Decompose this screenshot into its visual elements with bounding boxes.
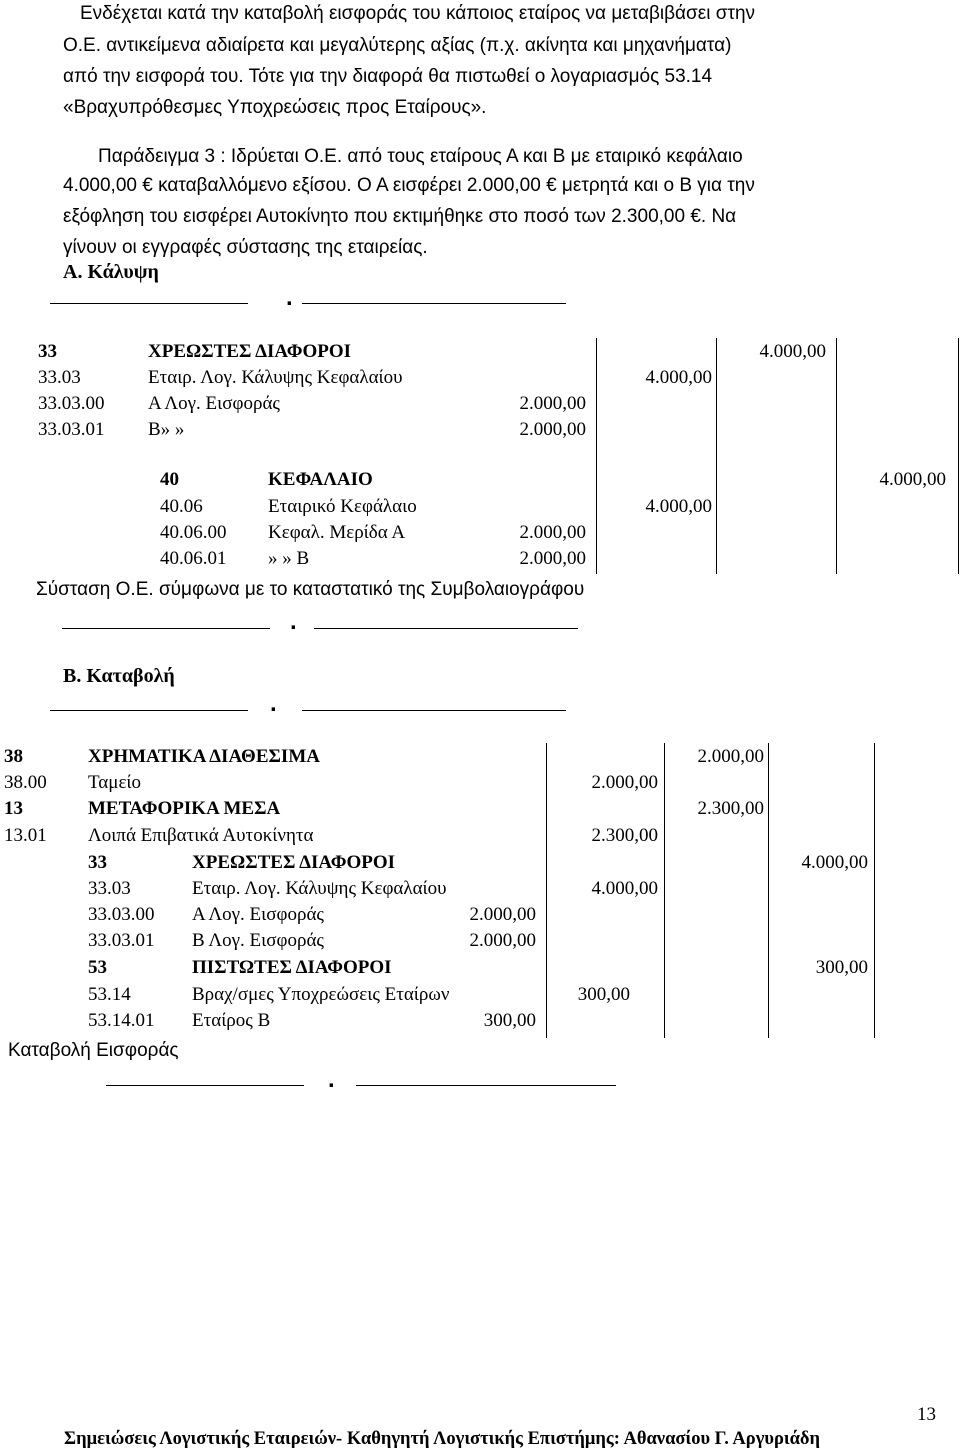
column-divider <box>716 338 717 574</box>
amount: 2.000,00 <box>469 904 536 925</box>
account-code: 33.03.01 <box>88 930 155 951</box>
amount: 2.300,00 <box>591 825 658 846</box>
account-code: 53.14 <box>88 984 131 1005</box>
account-name: Α Λογ. Εισφοράς <box>192 904 324 925</box>
account-name: Ταμείο <box>88 772 142 793</box>
amount: 2.000,00 <box>591 772 658 793</box>
account-code: 38.00 <box>4 772 47 793</box>
account-code: 40 <box>160 469 179 490</box>
account-code: 53.14.01 <box>88 1010 155 1031</box>
journal-rule-left <box>106 1085 304 1086</box>
intro-line: από την εισφορά του. Τότε για την διαφορά θα πιστωθεί ο λογαριασμός 53.14 <box>63 66 713 87</box>
column-divider <box>768 743 769 1038</box>
account-code: 13.01 <box>4 825 47 846</box>
amount: 4.000,00 <box>645 496 712 517</box>
account-name: ΚΕΦΑΛΑΙΟ <box>268 469 373 490</box>
example-line: εξόφληση του εισφέρει Αυτοκίνητο που εκτιμήθηκε στο ποσό των 2.300,00 €. Να <box>63 206 737 227</box>
column-divider <box>874 743 875 1038</box>
credit-amount: 4.000,00 <box>879 469 946 490</box>
amount: 2.000,00 <box>519 522 586 543</box>
intro-line: Ο.Ε. αντικείμενα αδιαίρετα και μεγαλύτερης αξίας (π.χ. ακίνητα και μηχανήματα) <box>63 35 732 56</box>
amount: 2.000,00 <box>469 930 536 951</box>
account-code: 38 <box>4 746 23 767</box>
column-divider <box>836 338 837 574</box>
account-code: 13 <box>4 798 23 819</box>
amount: 300,00 <box>483 1010 536 1031</box>
journal-separator: . <box>270 690 277 717</box>
amount: 2.000,00 <box>519 548 586 569</box>
journal-separator: . <box>328 1066 335 1093</box>
journal-separator: . <box>290 608 297 635</box>
account-name: Λοιπά Επιβατικά Αυτοκίνητα <box>88 825 314 846</box>
account-name: Κεφαλ. Μερίδα Α <box>268 522 406 543</box>
journal-rule-right <box>302 710 566 711</box>
account-name: ΧΡΕΩΣΤΕΣ ΔΙΑΦΟΡΟΙ <box>148 341 352 362</box>
amount: 4.000,00 <box>645 367 712 388</box>
account-code: 33.03.01 <box>38 419 105 440</box>
account-name: » » Β <box>268 548 310 569</box>
amount: 2.000,00 <box>519 419 586 440</box>
account-code: 33.03 <box>38 367 81 388</box>
intro-line: «Βραχυπρόθεσμες Υποχρεώσεις προς Εταίρους». <box>63 97 487 118</box>
journal-rule-left <box>50 710 248 711</box>
column-divider <box>958 338 959 574</box>
column-divider <box>546 743 547 1038</box>
credit-amount: 300,00 <box>815 957 868 978</box>
debit-amount: 4.000,00 <box>759 341 826 362</box>
account-name: Β» » <box>148 419 185 440</box>
account-name: ΜΕΤΑΦΟΡΙΚΑ ΜΕΣΑ <box>88 798 281 819</box>
account-code: 33 <box>88 852 107 873</box>
example-line: Παράδειγμα 3 : Ιδρύεται Ο.Ε. από τους εταίρους Α και Β με εταιρικό κεφάλαιο <box>98 146 743 167</box>
account-name: ΧΡΕΩΣΤΕΣ ΔΙΑΦΟΡΟΙ <box>192 852 396 873</box>
account-name: Βραχ/σμες Υποχρεώσεις Εταίρων <box>192 984 450 1005</box>
account-code: 40.06.01 <box>160 548 227 569</box>
journal-rule-right <box>314 628 578 629</box>
journal-separator: . <box>286 284 293 311</box>
section-a-title: Α. Κάλυψη <box>63 261 159 283</box>
account-name: Β Λογ. Εισφοράς <box>192 930 324 951</box>
journal-rule-left <box>62 628 270 629</box>
account-name: Α Λογ. Εισφοράς <box>148 393 280 414</box>
amount: 4.000,00 <box>591 878 658 899</box>
account-code: 53 <box>88 957 107 978</box>
journal-rule-left <box>50 303 248 304</box>
column-divider <box>596 338 597 574</box>
journal-rule-right <box>356 1085 616 1086</box>
journal-rule-right <box>302 303 566 304</box>
example-line: 4.000,00 € καταβαλλόμενο εξίσου. Ο Α εισφέρει 2.000,00 € μετρητά και ο Β για την <box>63 175 755 196</box>
debit-amount: 2.000,00 <box>697 746 764 767</box>
account-name: Εταίρος Β <box>192 1010 271 1031</box>
debit-amount: 2.300,00 <box>697 798 764 819</box>
account-code: 33 <box>38 341 57 362</box>
account-name: Εταιρ. Λογ. Κάλυψης Κεφαλαίου <box>148 367 403 388</box>
entry-explanation: Καταβολή Εισφοράς <box>8 1040 179 1061</box>
account-name: ΧΡΗΜΑΤΙΚΑ ΔΙΑΘΕΣΙΜΑ <box>88 746 320 767</box>
amount: 2.000,00 <box>519 393 586 414</box>
credit-amount: 4.000,00 <box>801 852 868 873</box>
account-code: 33.03.00 <box>38 393 105 414</box>
account-code: 40.06.00 <box>160 522 227 543</box>
account-code: 33.03 <box>88 878 131 899</box>
account-name: ΠΙΣΤΩΤΕΣ ΔΙΑΦΟΡΟΙ <box>192 957 392 978</box>
example-line: γίνουν οι εγγραφές σύστασης της εταιρείας. <box>63 237 428 258</box>
entry-explanation: Σύσταση Ο.Ε. σύμφωνα με το καταστατικό της Συμβολαιογράφου <box>36 579 585 600</box>
intro-line: Ενδέχεται κατά την καταβολή εισφοράς του κάποιος εταίρος να μεταβιβάσει στην <box>80 3 756 24</box>
section-b-title: Β. Καταβολή <box>63 665 175 687</box>
amount: 300,00 <box>577 984 630 1005</box>
page-footer: Σημειώσεις Λογιστικής Εταιρειών- Καθηγητή Λογιστικής Επιστήμης: Αθανασίου Γ. Αργυριάδη <box>64 1429 821 1449</box>
account-name: Εταιρικό Κεφάλαιο <box>268 496 417 517</box>
account-code: 40.06 <box>160 496 203 517</box>
account-name: Εταιρ. Λογ. Κάλυψης Κεφαλαίου <box>192 878 447 899</box>
column-divider <box>664 743 665 1038</box>
page-number: 13 <box>917 1404 936 1425</box>
account-code: 33.03.00 <box>88 904 155 925</box>
